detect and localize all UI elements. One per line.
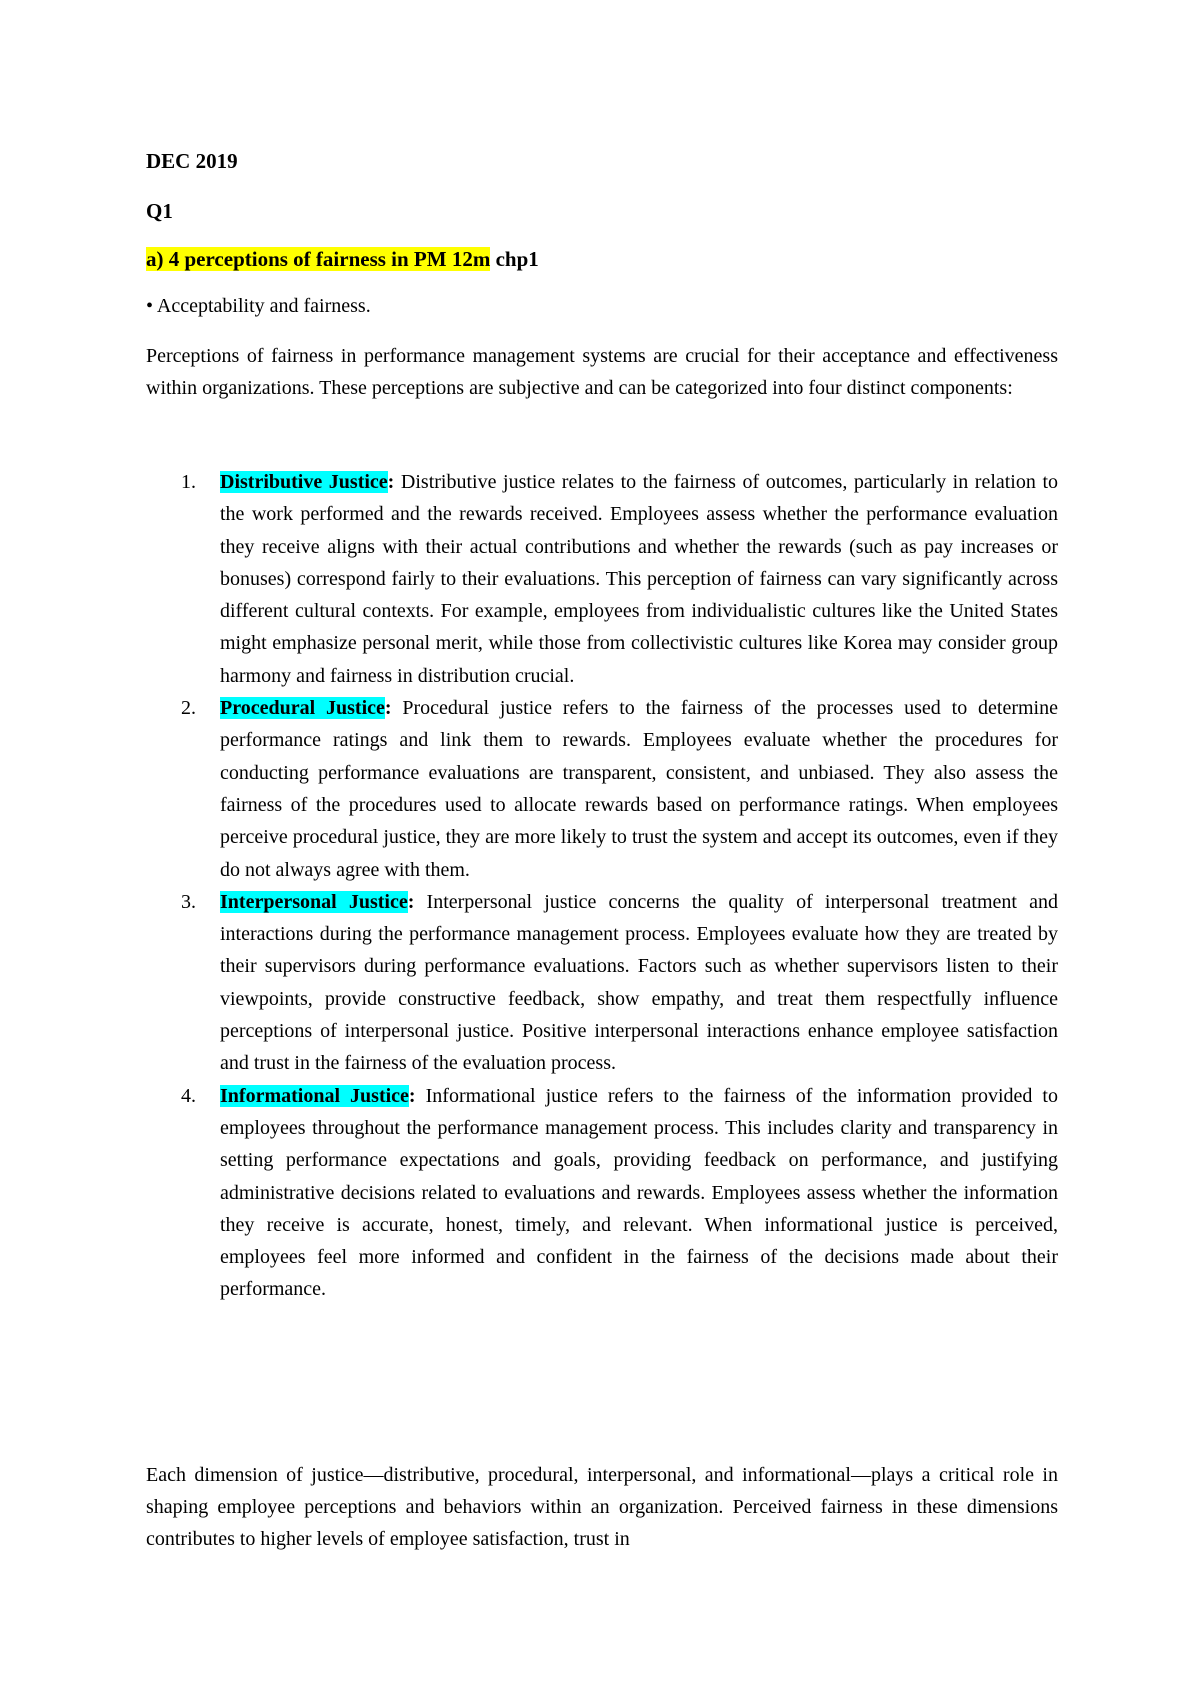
- bullet-point: • Acceptability and fairness.: [146, 295, 371, 317]
- intro-paragraph: Perceptions of fairness in performance management systems are crucial for their acceptance and effectiveness within organizations. These perceptions are subjective and can be categorized into four distinct components:: [146, 345, 1058, 399]
- list-item-text: Procedural justice refers to the fairness of the processes used to determine performance ratings and link them to rewards. Employees evaluate whether the procedures for conducting performance evaluations are transparent, consistent, and unbiased. They also assess the fairness of the procedures used to allocate rewards based on performance ratings. When employees perceive procedural justice, they are more likely to trust the system and accept its outcomes, even if they do not always agree with them.: [220, 697, 1058, 881]
- list-item-term: [220, 1085, 416, 1107]
- list-item-text: Distributive justice relates to the fairness of outcomes, particularly in relation to the work performed and the rewards received. Employees assess whether the performance evaluation they receive aligns with their actual contributions and whether the rewards (such as pay increases or bonuses) correspond fairly to their evaluations. This perception of fairness can vary significantly across different cultural contexts. For example, employees from individualistic cultures like the United States might emphasize personal merit, while those from collectivistic cultures like Korea may consider group harmony and fairness in distribution crucial.: [220, 471, 1058, 687]
- question-heading: Q1: [146, 199, 173, 223]
- list-item-number: 1.: [181, 471, 196, 493]
- term-colon: :: [407, 890, 415, 913]
- list-item-informational: [146, 1080, 1058, 1306]
- term-colon: :: [384, 697, 392, 720]
- term-highlight: Interpersonal Justice: [220, 890, 408, 913]
- term-colon: :: [387, 471, 395, 493]
- list-item-number: 2.: [181, 697, 196, 720]
- term-colon: :: [408, 1084, 416, 1107]
- closing-paragraph: Each dimension of justice—distributive, procedural, interpersonal, and informational—plays a critical role in shaping employee perceptions and behaviors within an organization. Perceived fairness in these dimensions contributes to higher levels of employee satisfaction, trust in: [146, 1464, 1058, 1550]
- subquestion-suffix: chp1: [490, 247, 539, 271]
- list-item-number: 3.: [181, 890, 196, 913]
- list-item-text: Informational justice refers to the fairness of the information provided to employees throughout the performance management process. This includes clarity and transparency in setting performance expectations and goals, providing feedback on performance, and justifying administrative decisions related to evaluations and rewards. Employees assess whether the information they receive is accurate, honest, timely, and relevant. When informational justice is perceived, employees feel more informed and confident in the fairness of the decisions made about their performance.: [220, 1084, 1058, 1301]
- list-item-procedural: [146, 692, 1058, 886]
- justice-list: [146, 466, 1058, 1306]
- list-item-interpersonal: [146, 886, 1058, 1080]
- term-highlight: Informational Justice: [220, 1084, 409, 1107]
- term-highlight: Distributive Justice: [220, 471, 388, 493]
- list-item-text: Interpersonal justice concerns the quality of interpersonal treatment and interactions during the performance management process. Employees evaluate how they are treated by their supervisors during performance evaluations. Factors such as whether supervisors listen to their viewpoints, provide constructive feedback, show empathy, and treat them respectfully influence perceptions of interpersonal justice. Positive interpersonal interactions enhance employee satisfaction and trust in the fairness of the evaluation process.: [220, 890, 1058, 1075]
- list-item-term: [220, 471, 394, 493]
- list-item-term: [220, 697, 392, 719]
- list-item-term: [220, 891, 414, 913]
- list-item-number: 4.: [181, 1084, 196, 1107]
- document-date-heading: DEC 2019: [146, 149, 238, 173]
- list-item-distributive: [146, 466, 1058, 692]
- subquestion-heading: [146, 246, 539, 272]
- term-highlight: Procedural Justice: [220, 697, 385, 720]
- subquestion-highlight: a) 4 perceptions of fairness in PM 12m: [146, 247, 491, 271]
